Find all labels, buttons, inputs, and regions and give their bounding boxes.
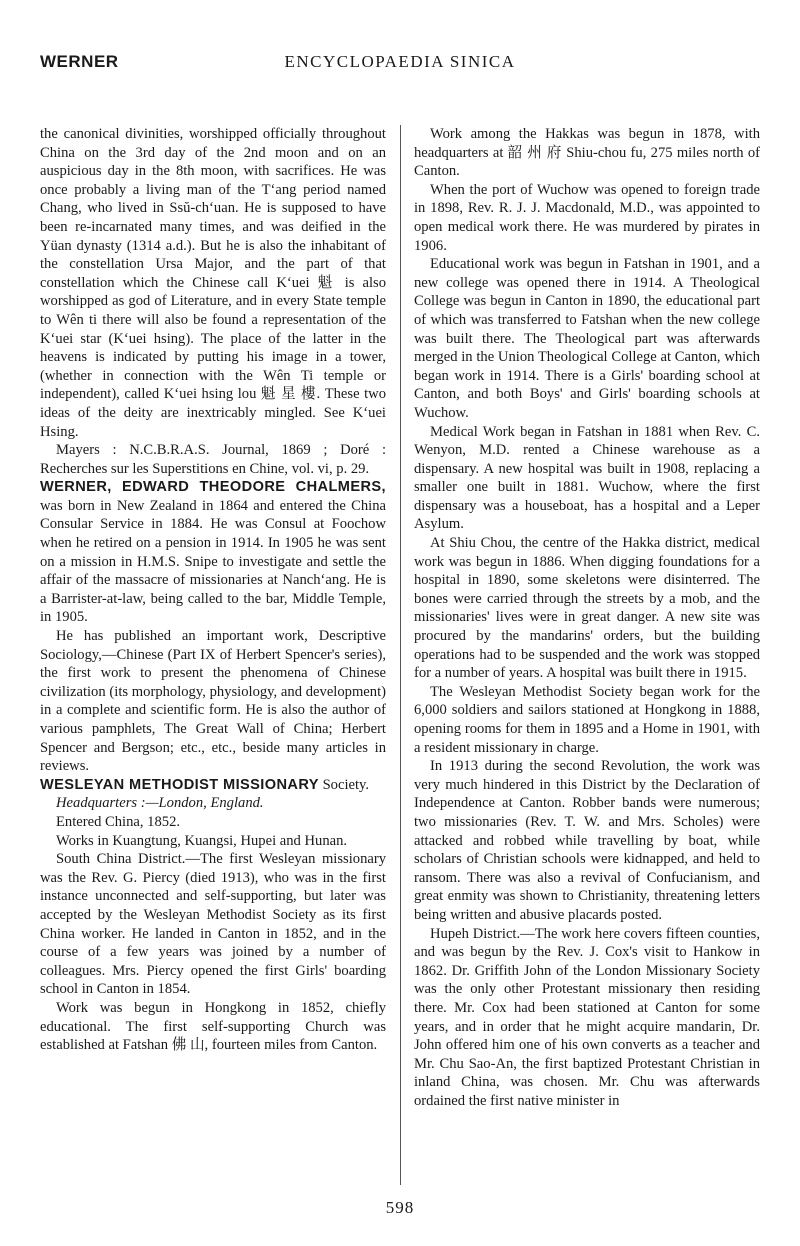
wesleyan-society-word: Society. [322,776,370,793]
headquarters-line: Headquarters :—London, England. [56,795,264,812]
column-divider [400,125,401,1185]
running-header [40,52,760,82]
paragraph-south-china: South China District.—The first Wesleyan missionary was the Rev. G. Piercy (died 1913), who was in the first instance unconnected and self-supporting, but later was accepted by the Wesleyan Methodist Society as its first China worker. He landed in Canton in 1852, and in the course of a few years was joined by a number of colleagues. Mrs. Piercy opened the first Girls' boarding school in Canton in 1854. [40,851,386,998]
entry-heading-wesleyan: WESLEYAN METHODIST MISSIONARY [40,776,319,793]
paragraph-hupeh: Hupeh District.—The work here covers fifteen counties, and was begun by the Rev. J. Cox's visit to Hankow in 1862. Dr. Griffith John of the London Missionary Society was the only other Protestant missionary then residing there. Mr. Cox had been stationed at Canton for some years, and in order that he might acquire mandarin, Dr. John offered him one of his own converts as a teacher and Mr. Chu Sao-An, the first baptized Protestant Christian in inland China, was chosen. Mr. Chu was afterwards ordained the first native minister in [414,925,760,1109]
paragraph-soldiers: The Wesleyan Methodist Society began work for the 6,000 soldiers and sailors stationed at Hongkong in 1888, opening rooms for them in 1895 and a Home in 1901, with a resident missionary in charge. [414,683,760,756]
werner-biography: was born in New Zealand in 1864 and entered the China Consular Service in 1884. He was Consul at Foochow when he retired on a pension in 1914. In 1905 he was sent on a mission in H.M.S. Snipe to investigate and settle the affair of the massacre of missionaries at Nanch‘ang. He is a Barrister-at-law, being called to the bar, Middle Temple, in 1905. [40,497,386,626]
text-columns [40,125,760,1185]
paragraph-wen-ti: the canonical divinities, worshipped officially throughout China on the 3rd day of the 2nd moon and on an auspicious day in the 8th moon, with sacrifices. He was once probably a living man of the T‘ang period named Chang, who lived in Ssŭ-ch‘uan. He is supposed to have been re-incarnated many times, and was deified in the Yüan dynasty (1314 a.d.). But he is also the inhabitant of the constellation Ursa Major, and the part of that constellation which the Chinese call K‘uei 魁 is also worshipped as god of Literature, and in every State temple to Wên ti there will also be found a representation of the K‘uei star (K‘uei hsing). The place of the latter in the heavens is indicated by putting his image in a tower, (whether in connection with the Wên Ti temple or independent), called K‘uei hsing lou 魁 星 樓. These two ideas of the deity are inextricably mingled. See K‘uei Hsing. [40,126,386,440]
works-line: Works in Kuangtung, Kuangsi, Hupei and Hunan. [56,832,348,849]
entered-china-line: Entered China, 1852. [56,813,181,830]
running-head-left: WERNER [40,52,119,71]
paragraph-educational-work: Educational work was begun in Fatshan in 1901, and a new college was opened there in 1914. A Theological College was begun in Canton in 1890, the educational part of which was transferred to Fatshan when the new college was built there. The Theological part was afterwards merged in the Union Theological College at Canton, which began work in 1914. There is a Girls' boarding school at Canton, and both Boys' and Girls' boarding schools at Wuchow. [414,256,760,421]
entry-werner [40,478,386,627]
paragraph-hongkong: Work was begun in Hongkong in 1852, chiefly educational. The first self-supporting Church was established at Fatshan 佛 山, fourteen miles from Canton. [40,999,386,1054]
paragraph-shiu-chou: At Shiu Chou, the centre of the Hakka district, medical work was begun in 1886. When digging foundations for a hospital in 1890, some skeletons were disinterred. The bones were carried through the streets by a mob, and the missionaries' lives were in great danger. A new site was procured by the mandarins' orders, but the building operations had to be suspended and the work was stopped for a number of years. A hospital was built there in 1915. [414,535,760,682]
paragraph-wen-ti-references: Mayers : N.C.B.R.A.S. Journal, 1869 ; Doré : Recherches sur les Superstitions en Chine, vol. vi, p. 29. [40,442,386,477]
paragraph-medical-work: Medical Work began in Fatshan in 1881 when Rev. C. Wenyon, M.D. rented a Chinese warehouse as a dispensary. A new hospital was built in 1908, replacing a smaller one built in 1881. Wuchow, where the first dispensary was a houseboat, has a hospital and a Leper Asylum. [414,423,760,533]
right-column [414,125,760,1110]
paragraph-werner-works: He has published an important work, Descriptive Sociology,—Chinese (Part IX of Herbert Spencer's series), the first work to present the phenomena of Chinese civilization (its morphology, physiology, and development) in a complete and scientific form. He is also the author of various pamphlets, The Great Wall of China; Herbert Spencer and Bergson; etc., etc., beside many articles in reviews. [40,628,386,775]
running-head-center: ENCYCLOPAEDIA SINICA [284,52,516,71]
entry-heading-werner: WERNER, EDWARD THEODORE CHALMERS, [40,479,386,496]
entry-wesleyan [40,776,386,795]
paragraph-revolution: In 1913 during the second Revolution, the work was very much hindered in this District by the Declaration of Independence at Canton. Robber bands were numerous; two missionaries (Rev. T. W. and Mrs. Scholes) were attacked and robbed while travelling by boat, while scholars of Christian schools were kidnapped, and held to ransom. There was also a revival of Confucianism, and great enmity was shown to Christianity, threatening letters being written and abusive placards posted. [414,758,760,923]
page-number: 598 [385,1198,415,1217]
left-column [40,125,386,1055]
paragraph-wuchow: When the port of Wuchow was opened to foreign trade in 1898, Rev. R. J. J. Macdonald, M.D., was appointed to open medical work there. He was murdered by pirates in 1906. [414,181,760,254]
paragraph-hakkas: Work among the Hakkas was begun in 1878, with headquarters at 韶 州 府 Shiu-chou fu, 275 miles north of Canton. [414,126,760,180]
